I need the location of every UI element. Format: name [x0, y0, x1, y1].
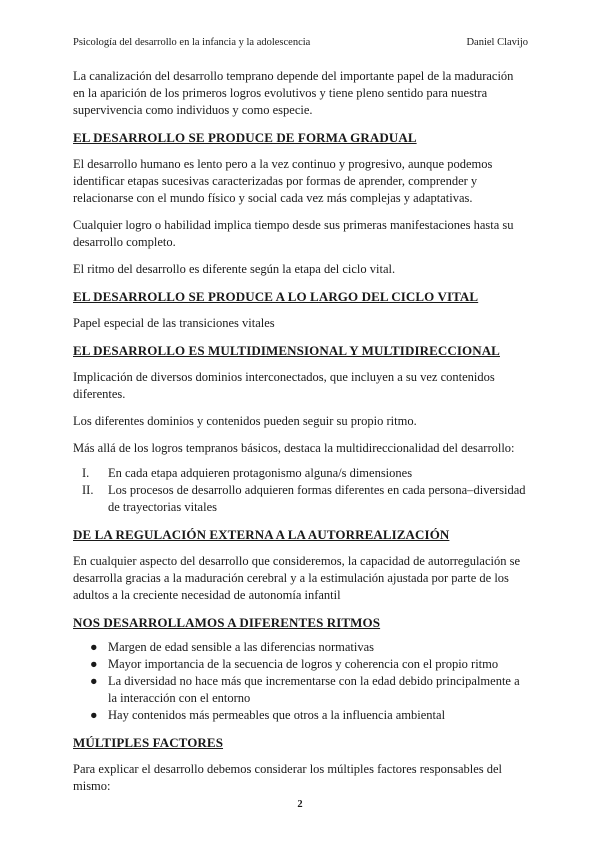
paragraph: Cualquier logro o habilidad implica tiempo desde sus primeras manifestaciones hasta su desarrollo completo.: [73, 218, 514, 249]
bullet-icon: ●: [90, 657, 98, 671]
list-item: [73, 465, 528, 482]
list-item-text: En cada etapa adquieren protagonismo alguna/s dimensiones: [108, 466, 413, 480]
list-item: [73, 639, 528, 656]
list-item-text: Los procesos de desarrollo adquieren formas diferentes en cada persona–diversidad de trayectorias vitales: [108, 483, 526, 514]
header-author: Daniel Clavijo: [466, 37, 528, 48]
list-item: [73, 482, 528, 516]
list-number: I.: [82, 466, 90, 480]
list-item-text: La diversidad no hace más que incrementarse con la edad debido principalmente a la interacción con el entorno: [108, 674, 520, 705]
list-item: [73, 673, 528, 707]
list-number: II.: [82, 483, 94, 497]
numbered-list: [73, 465, 528, 516]
paragraph: Papel especial de las transiciones vitales: [73, 316, 275, 330]
list-item: [73, 656, 528, 673]
bullet-icon: ●: [90, 708, 98, 722]
section-heading-factores: MÚLTIPLES FACTORES: [73, 735, 224, 750]
list-item: [73, 707, 528, 724]
list-item-text: Mayor importancia de la secuencia de logros y coherencia con el propio ritmo: [108, 657, 499, 671]
list-item-text: Hay contenidos más permeables que otros a la influencia ambiental: [108, 708, 446, 722]
paragraph: Más allá de los logros tempranos básicos, destaca la multidireccionalidad del desarrollo:: [73, 441, 515, 455]
paragraph: Para explicar el desarrollo debemos considerar los múltiples factores responsables del mismo:: [73, 762, 503, 793]
section-heading-ritmos: NOS DESARROLLAMOS A DIFERENTES RITMOS: [73, 615, 381, 630]
page-number: 2: [297, 799, 303, 810]
section-heading-regulacion: DE LA REGULACIÓN EXTERNA A LA AUTORREALIZACIÓN: [73, 527, 450, 542]
section-heading-multidimensional: EL DESARROLLO ES MULTIDIMENSIONAL Y MULTIDIRECCIONAL: [73, 343, 500, 358]
bullet-icon: ●: [90, 674, 98, 688]
page-body: [73, 68, 528, 805]
paragraph: El ritmo del desarrollo es diferente según la etapa del ciclo vital.: [73, 262, 396, 276]
section-heading-ciclo-vital: EL DESARROLLO SE PRODUCE A LO LARGO DEL CICLO VITAL: [73, 289, 479, 304]
page-header: [73, 37, 528, 53]
paragraph: El desarrollo humano es lento pero a la vez continuo y progresivo, aunque podemos identificar etapas sucesivas caracterizadas por formas de aprender, comprender y relacionarse con el mundo físico y social cada vez más complejas y adaptativas.: [73, 157, 493, 205]
section-heading-gradual: EL DESARROLLO SE PRODUCE DE FORMA GRADUAL: [73, 130, 417, 145]
header-course-title: Psicología del desarrollo en la infancia y la adolescencia: [73, 37, 311, 48]
paragraph: Implicación de diversos dominios interconectados, que incluyen a su vez contenidos diferentes.: [73, 370, 495, 401]
paragraph: En cualquier aspecto del desarrollo que consideremos, la capacidad de autorregulación se desarrolla gracias a la maduración cerebral y a la estimulación ajustada por parte de los adultos a la creciente necesidad de autonomía infantil: [73, 554, 521, 602]
bullet-icon: ●: [90, 640, 98, 654]
paragraph: Los diferentes dominios y contenidos pueden seguir su propio ritmo.: [73, 414, 417, 428]
list-item-text: Margen de edad sensible a las diferencias normativas: [108, 640, 374, 654]
intro-paragraph: La canalización del desarrollo temprano depende del importante papel de la maduración en la aparición de los primeros logros evolutivos y tiene pleno sentido para nuestra supervivencia como individuos y como especie.: [73, 69, 514, 117]
bullet-list: [73, 639, 528, 724]
